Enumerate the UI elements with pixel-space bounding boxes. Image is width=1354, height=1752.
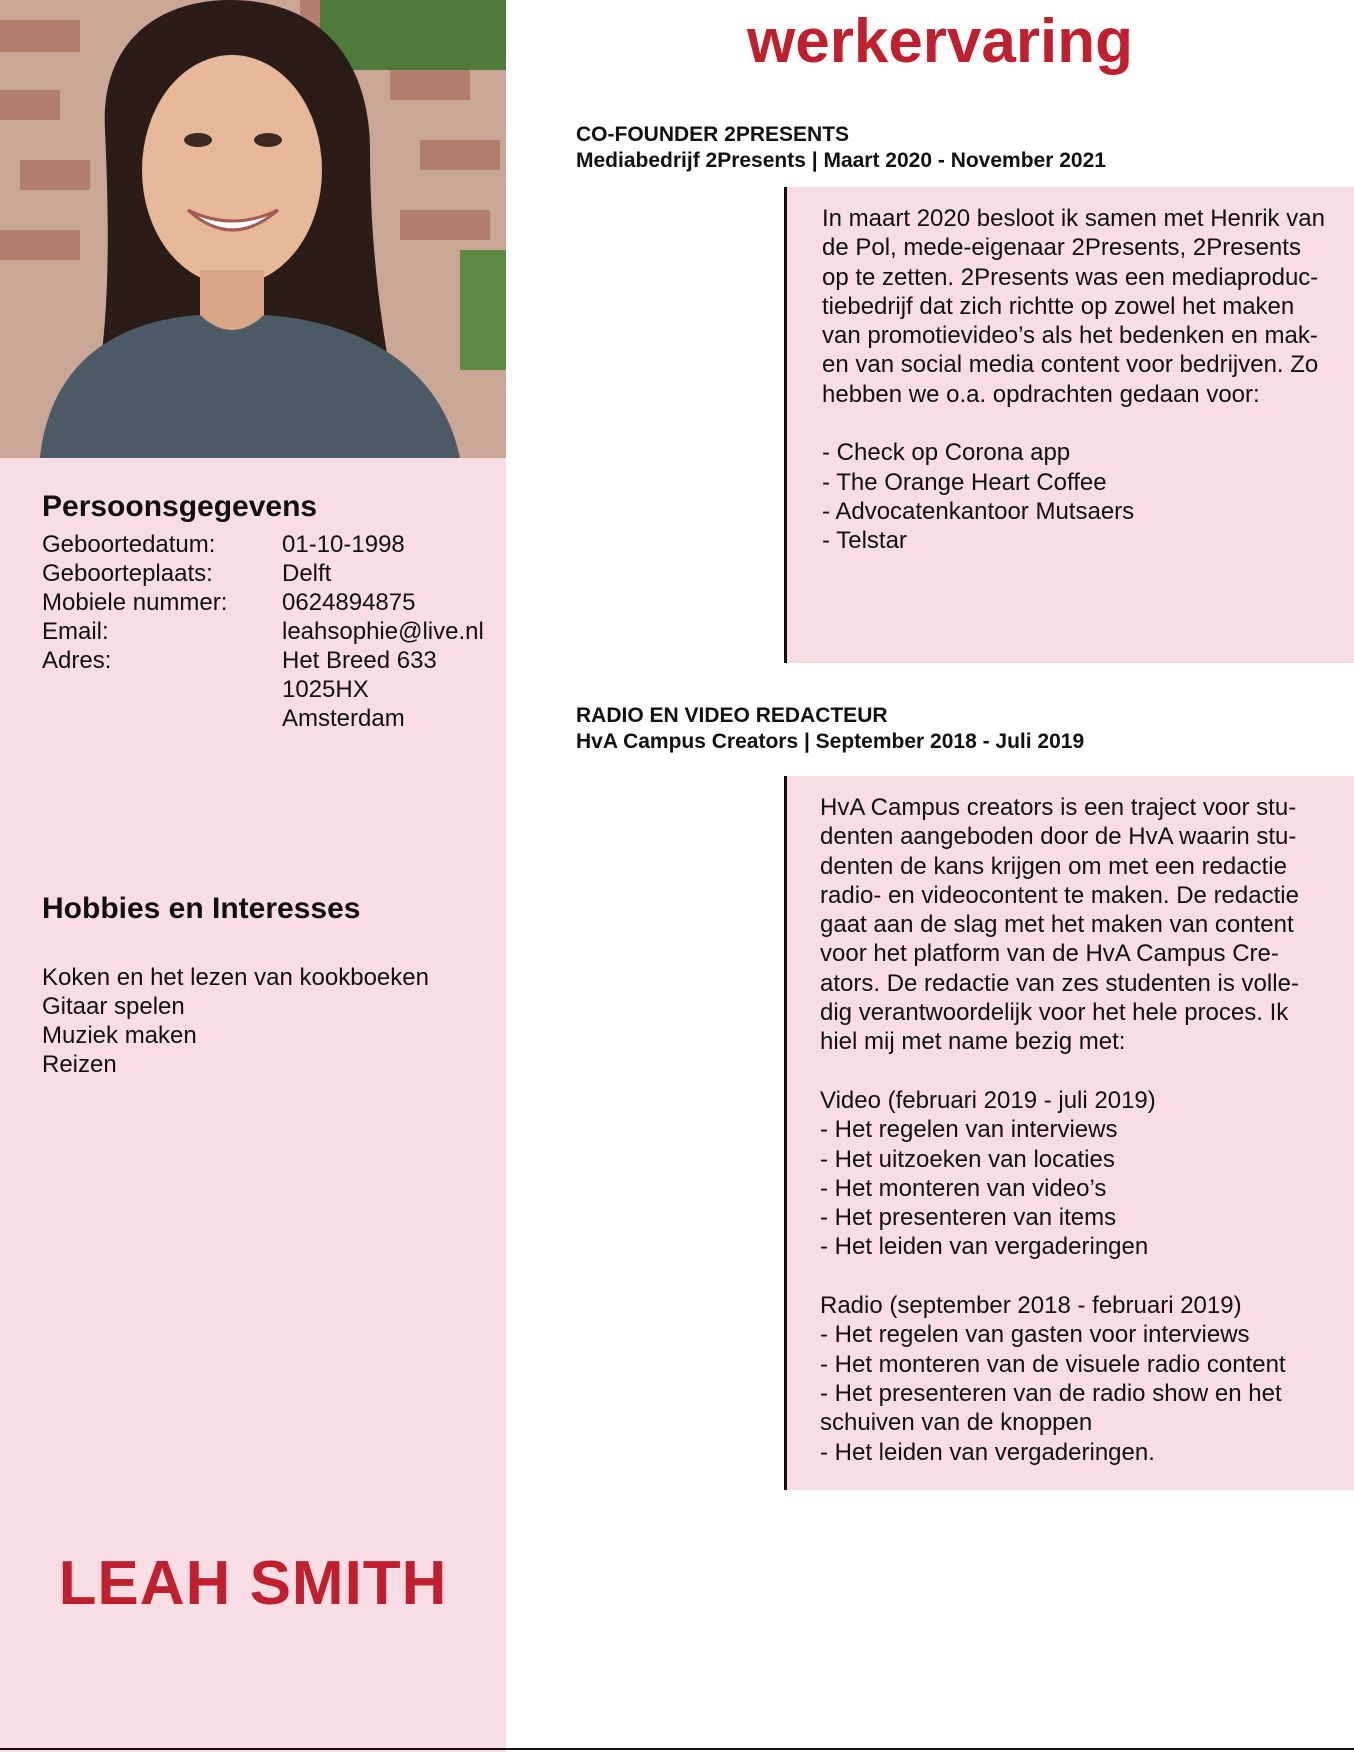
job-description-line: gaat aan de slag met het maken van content xyxy=(820,911,1294,939)
info-label: Email: xyxy=(42,618,109,645)
info-row-address xyxy=(42,646,502,675)
job-description-box xyxy=(784,187,1354,663)
hobby-item: Muziek maken xyxy=(42,1022,197,1049)
job-description-line: denten de kans krijgen om met een redactie xyxy=(820,852,1287,880)
info-row-postcode xyxy=(42,675,502,704)
job-description-box xyxy=(784,776,1354,1490)
profile-photo xyxy=(0,0,506,458)
job-description-line: denten aangeboden door de HvA waarin stu- xyxy=(820,823,1297,851)
sidebar xyxy=(0,0,506,1752)
job-description-line: - Het monteren van de visuele radio content xyxy=(820,1350,1286,1378)
job-subtitle: Mediabedrijf 2Presents | Maart 2020 - November 2021 xyxy=(576,149,1106,172)
job-description-line: op te zetten. 2Presents was een mediaproduc- xyxy=(822,263,1319,291)
hobbies-heading: Hobbies en Interesses xyxy=(42,892,361,925)
info-row-birthdate xyxy=(42,530,502,559)
job-description-line: - Het leiden van vergaderingen xyxy=(820,1233,1149,1261)
job-description-line: - The Orange Heart Coffee xyxy=(822,468,1107,496)
job-description-line: - Telstar xyxy=(822,527,907,555)
job-description-line: - Het leiden van vergaderingen. xyxy=(820,1438,1155,1466)
job-description-line: - Het uitzoeken van locaties xyxy=(820,1145,1115,1173)
job-description-line: Radio (september 2018 - februari 2019) xyxy=(820,1292,1242,1320)
info-label: Mobiele nummer: xyxy=(42,589,228,616)
info-label: Geboorteplaats: xyxy=(42,560,213,587)
job-description-blank xyxy=(820,1057,1334,1086)
job-description-line: - Het presenteren van items xyxy=(820,1204,1117,1232)
job-description-line: van promotievideo’s als het bedenken en mak- xyxy=(822,322,1318,350)
info-label: Adres: xyxy=(42,647,112,674)
job-description-line: de Pol, mede-eigenaar 2Presents, 2Presents xyxy=(822,234,1301,262)
job-description-line: - Het presenteren van de radio show en het xyxy=(820,1379,1282,1407)
job-description-line: en van social media content voor bedrijven. Zo xyxy=(822,351,1319,379)
info-row-birthplace xyxy=(42,559,502,588)
job-description-line: voor het platform van de HvA Campus Cre- xyxy=(820,940,1279,968)
info-value: 1025HX xyxy=(282,676,369,703)
job-description-line: schuiven van de knoppen xyxy=(820,1409,1093,1437)
info-value: Het Breed 633 xyxy=(282,647,437,674)
job-description-line: - Advocatenkantoor Mutsaers xyxy=(822,497,1135,525)
job-description-line: ators. De redactie van zes studenten is volle- xyxy=(820,969,1299,997)
info-value: 0624894875 xyxy=(282,589,416,616)
job-title: CO-FOUNDER 2PRESENTS xyxy=(576,123,850,146)
info-label: Geboortedatum: xyxy=(42,531,216,558)
job-description-line: - Het monteren van video’s xyxy=(820,1174,1107,1202)
info-row-city xyxy=(42,704,502,733)
job-description-blank xyxy=(820,1262,1334,1291)
job-description-line: dig verantwoordelijk voor het hele proces. Ik xyxy=(820,999,1289,1027)
page-bottom-rule xyxy=(0,1748,1354,1750)
personal-heading: Persoonsgegevens xyxy=(42,490,318,523)
job-description-line: In maart 2020 besloot ik samen met Henrik van xyxy=(822,205,1325,232)
hobby-item: Gitaar spelen xyxy=(42,993,185,1020)
job-description-line: - Het regelen van interviews xyxy=(820,1116,1118,1144)
info-value: Delft xyxy=(282,560,332,587)
hobby-item: Koken en het lezen van kookboeken xyxy=(42,964,429,991)
info-row-phone xyxy=(42,588,502,617)
job-description-line: hiel mij met name bezig met: xyxy=(820,1028,1126,1056)
info-value: Amsterdam xyxy=(282,705,405,732)
person-name: LEAH SMITH xyxy=(58,1549,448,1618)
job-title: RADIO EN VIDEO REDACTEUR xyxy=(576,704,888,727)
info-value: 01-10-1998 xyxy=(282,531,405,558)
job-description-blank xyxy=(822,409,1334,438)
job-description-line: HvA Campus creators is een traject voor stu- xyxy=(820,794,1297,821)
job-description-line: - Check op Corona app xyxy=(822,439,1071,467)
info-value: leahsophie@live.nl xyxy=(282,618,484,645)
job-description-line: radio- en videocontent te maken. De redactie xyxy=(820,881,1299,909)
hobby-item: Reizen xyxy=(42,1051,117,1078)
page-title: werkervaring xyxy=(747,7,1133,76)
job-description-line: - Het regelen van gasten voor interviews xyxy=(820,1321,1250,1349)
job-subtitle: HvA Campus Creators | September 2018 - Juli 2019 xyxy=(576,730,1085,753)
info-row-email xyxy=(42,617,502,646)
job-description-line: hebben we o.a. opdrachten gedaan voor: xyxy=(822,380,1260,408)
job-description-line: tiebedrijf dat zich richtte op zowel het maken xyxy=(822,292,1295,320)
job-description-line: Video (februari 2019 - juli 2019) xyxy=(820,1086,1156,1114)
